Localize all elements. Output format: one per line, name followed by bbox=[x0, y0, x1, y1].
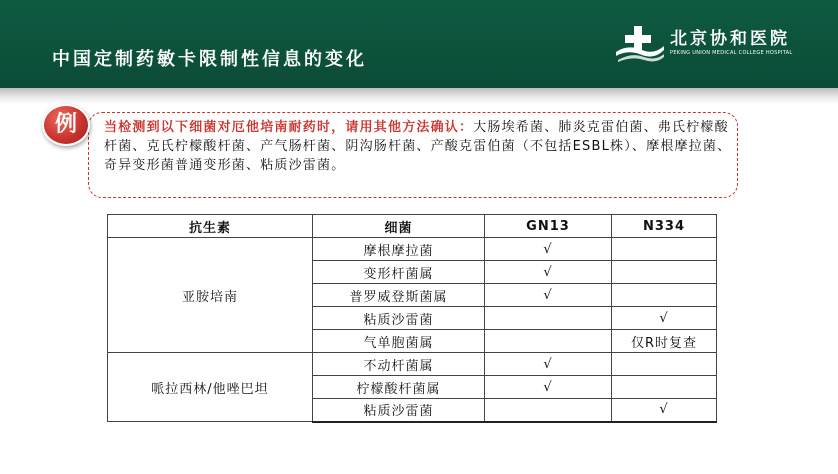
gn13-cell: √ bbox=[485, 284, 612, 307]
gn13-cell: √ bbox=[485, 261, 612, 284]
logo-name: 北京协和医院 bbox=[670, 29, 790, 49]
gn13-cell bbox=[485, 307, 612, 330]
header-bacteria: 细菌 bbox=[313, 215, 485, 238]
gn13-cell bbox=[485, 399, 612, 422]
example-badge: 例 bbox=[42, 104, 90, 146]
gn13-cell: √ bbox=[485, 238, 612, 261]
n334-cell: 仅R时复查 bbox=[612, 330, 717, 353]
hospital-logo bbox=[614, 22, 814, 66]
example-text bbox=[104, 118, 732, 175]
table-header-row bbox=[108, 215, 717, 238]
slide-title: 中国定制药敏卡限制性信息的变化 bbox=[52, 49, 367, 70]
header-shadow bbox=[0, 88, 838, 104]
n334-cell bbox=[612, 238, 717, 261]
slide-header bbox=[0, 0, 838, 88]
bacteria-cell: 粘质沙雷菌 bbox=[313, 307, 485, 330]
example-lead: 当检测到以下细菌对厄他培南耐药时，请用其他方法确认： bbox=[104, 120, 474, 135]
n334-cell: √ bbox=[612, 399, 717, 422]
bacteria-cell: 不动杆菌属 bbox=[313, 353, 485, 376]
antibiotic-cell: 哌拉西林/他唑巴坦 bbox=[108, 353, 313, 422]
header-antibiotic: 抗生素 bbox=[108, 215, 313, 238]
header-gn13: GN13 bbox=[485, 215, 612, 238]
bacteria-cell: 粘质沙雷菌 bbox=[313, 399, 485, 422]
n334-cell bbox=[612, 284, 717, 307]
restriction-table bbox=[107, 214, 717, 423]
bacteria-cell: 摩根摩拉菌 bbox=[313, 238, 485, 261]
hospital-emblem-icon bbox=[614, 22, 666, 62]
logo-subtitle: PEKING UNION MEDICAL COLLEGE HOSPITAL bbox=[670, 50, 793, 56]
n334-cell: √ bbox=[612, 307, 717, 330]
gn13-cell: √ bbox=[485, 353, 612, 376]
bacteria-cell: 柠檬酸杆菌属 bbox=[313, 376, 485, 399]
bacteria-cell: 变形杆菌属 bbox=[313, 261, 485, 284]
antibiotic-cell: 亚胺培南 bbox=[108, 238, 313, 353]
n334-cell bbox=[612, 376, 717, 399]
bacteria-cell: 普罗威登斯菌属 bbox=[313, 284, 485, 307]
n334-cell bbox=[612, 353, 717, 376]
bacteria-cell: 气单胞菌属 bbox=[313, 330, 485, 353]
gn13-cell: √ bbox=[485, 376, 612, 399]
header-n334: N334 bbox=[612, 215, 717, 238]
table-row bbox=[108, 353, 717, 376]
table-row bbox=[108, 238, 717, 261]
gn13-cell bbox=[485, 330, 612, 353]
n334-cell bbox=[612, 261, 717, 284]
example-body: 大肠埃希菌、肺炎克雷伯菌、弗氏柠檬酸杆菌、克氏柠檬酸杆菌、产气肠杆菌、阴沟肠杆菌、产酸克雷伯菌（不包括ESBL株）、摩根摩拉菌、奇异变形菌普通变形菌、粘质沙雷菌。 bbox=[104, 120, 732, 173]
